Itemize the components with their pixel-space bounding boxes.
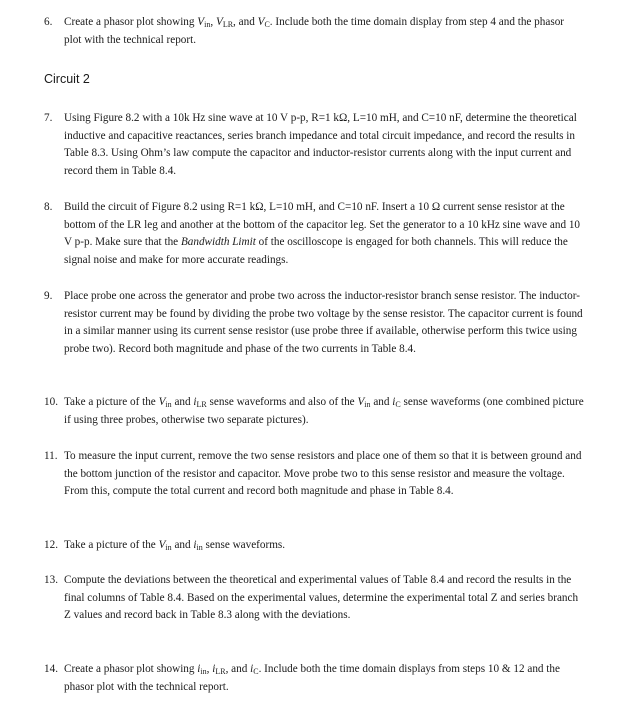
step-text: Take a picture of the $V_{in}$ and $i_{LR}$ sense waveforms and also of the $V_{in}$ and $i_C$ sense waveforms (one combined picture if using three probes, otherwise two separate pictures).	[64, 396, 584, 426]
step-14	[44, 661, 584, 696]
step-text: Compute the deviations between the theoretical and experimental values of Table 8.4 and record the results in the final columns of Table 8.4. Based on the experimental values, determine the experimental total Z and series branch Z values and record back in Table 8.3 along with the deviations.	[64, 574, 579, 622]
step-text: Take a picture of the $V_{in}$ and $i_{in}$ sense waveforms.	[64, 539, 286, 552]
step-text: Using Figure 8.2 with a 10k Hz sine wave at 10 V p-p, R=1 kΩ, L=10 mH, and C=10 nF, determine the theoretical inductive and capacitive reactances, series branch impedance and total circuit impedance, and record the results in Table 8.3. Using Ohm’s law compute the capacitor and inductor-resistor currents along with the input current and record them in Table 8.4.	[64, 112, 577, 177]
step-13	[44, 572, 584, 625]
step-number: 14.	[44, 663, 58, 675]
step-text: Create a phasor plot showing $V_{in}$, $V_{LR}$, and $V_C$. Include both the time domain display from step 4 and the phasor plot with the technical report.	[64, 16, 565, 46]
step-9	[44, 288, 584, 358]
step-number: 13.	[44, 574, 58, 586]
section-heading: Circuit 2	[44, 72, 90, 86]
step-number: 9.	[44, 290, 53, 302]
step-number: 7.	[44, 112, 53, 124]
step-12	[44, 537, 584, 555]
step-number: 11.	[44, 450, 58, 462]
step-8	[44, 199, 584, 269]
step-number: 8.	[44, 201, 53, 213]
step-text: Place probe one across the generator and probe two across the inductor-resistor branch sense resistor. The inductor-resistor current may be found by dividing the probe two voltage by the sense resistor. The capacitor current is found in a similar manner using its current sense resistor (use probe three if available, otherwise perform this twice using probe two). Record both magnitude and phase of the two currents in Table 8.4.	[64, 290, 583, 355]
step-text: Create a phasor plot showing $i_{in}$, $i_{LR}$, and $i_C$. Include both the time domain displays from steps 10 & 12 and the phasor plot with the technical report.	[64, 663, 560, 693]
step-text: Build the circuit of Figure 8.2 using R=1 kΩ, L=10 mH, and C=10 nF. Insert a 10 Ω current sense resistor at the bottom of the LR leg and another at the bottom of the capacitor leg. Set the generator to a 10 kHz sine wave and 10 V p-p. Make sure that the Bandwidth Limit of the oscilloscope is engaged for both channels. This will reduce the signal noise and make for more accurate readings.	[64, 201, 581, 266]
step-number: 12.	[44, 539, 58, 551]
step-7	[44, 110, 584, 180]
step-number: 6.	[44, 16, 53, 28]
step-text: To measure the input current, remove the two sense resistors and place one of them so that it is between ground and the bottom junction of the resistor and capacitor. Move probe two to this sense resistor and measure the voltage. From this, compute the total current and record both magnitude and phase in Table 8.4.	[64, 450, 582, 498]
step-number: 10.	[44, 396, 58, 408]
step-10	[44, 394, 584, 429]
step-6	[44, 14, 584, 49]
step-11	[44, 448, 584, 501]
